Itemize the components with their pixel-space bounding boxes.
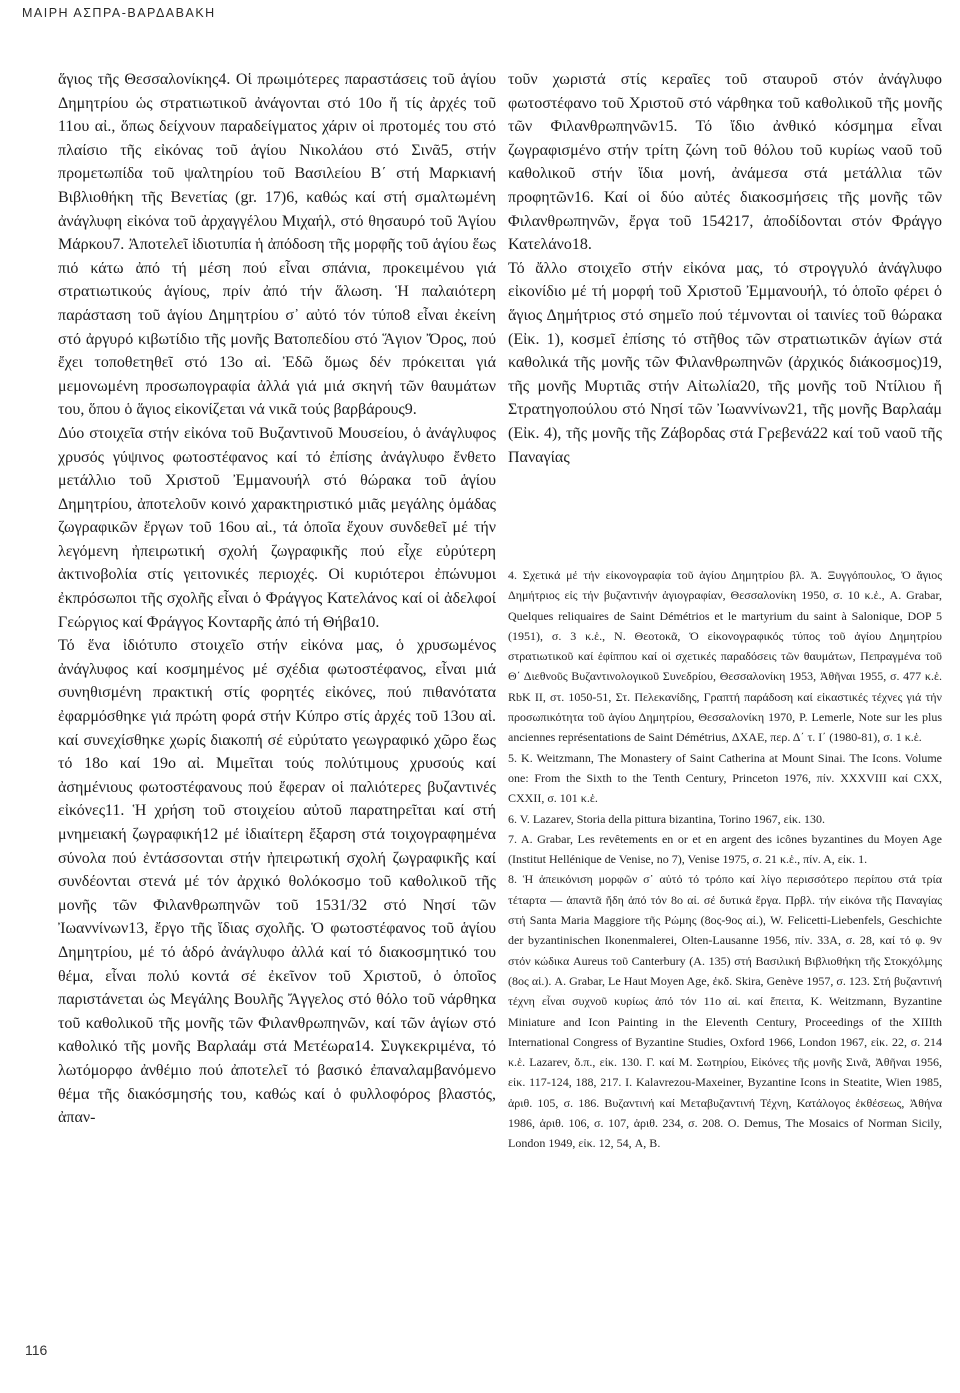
body-paragraph: τοῦν χωριστά στίς κεραῖες τοῦ σταυροῦ στόν ἀνάγλυφο φωτοστέφανο τοῦ Χριστοῦ στό νάρθηκα τοῦ καθολικοῦ τῆς μονῆς τῶν Φιλανθρωπηνῶν15. Τό ἴδιο ἀνθικό κόσμημα εἶναι ζωγραφισμένο στήν τρίτη ζώνη τοῦ θόλου τοῦ κυρίως ναοῦ τοῦ καθολικοῦ στήν ἴδια μονή, ἀνάμεσα στά μετάλλια τῶν προφητῶν16. Καί οἱ δύο αὐτές διακοσμήσεις τῆς μονῆς τῶν Φιλανθρωπηνῶν, ἔργα τοῦ 154217, ἀποδίδονται στόν Φράγγο Κατελάνο18.	[508, 71, 942, 254]
footnotes	[508, 565, 942, 1154]
left-text-column	[58, 68, 496, 1130]
body-paragraph: Τό ἕνα ἰδιότυπο στοιχεῖο στήν εἰκόνα μας, ὁ χρυσωμένος ἀνάγλυφος καί κοσμημένος μέ σχέδια φωτοστέφανος, εἶναι μιά συνηθισμένη πρακτική στίς φορητές εἰκόνες, πού πιθανότατα ἐφαρμόσθηκε γιά πρώτη φορά στήν Κύπρο στίς ἀρχές τοῦ 13ου αἰ. καί συνεχίσθηκε χωρίς διακοπή σέ εὐρύτατο γεωγραφικό χῶρο ἕως τό 18ο καί 19ο αἰ. Μιμεῖται τούς πολύτιμους χρυσούς καί ἀσημένιους φωτοστέφανους πού ἔφεραν οἱ παλιότερες βυζαντινές εἰκόνες11. Ἡ χρήση τοῦ στοιχείου αὐτοῦ παρατηρεῖται καί στή μνημειακή ζωγραφική12 μέ ἰδιαίτερη ἔξαρση στά τοιχογραφημένα σύνολα πού ἐντάσσονται στήν ἠπειρωτική σχολή ζωγραφικῆς καί συνδέονται στενά μέ τόν ἀρχικό θολόκοσμο τοῦ καθολικοῦ τῆς μονῆς τῶν Φιλανθρωπηνῶν τοῦ 1531/32 στό Νησί τῶν Ἰωαννίνων13, ἔργο τῆς ἴδιας σχολῆς. Ὁ φωτοστέφανος τοῦ ἁγίου Δημητρίου, μέ τό ἁδρό ἀνάγλυφο ἀλλά καί τό διακοσμητικό του θέμα, εἶναι πολύ κοντά σέ ἐκεῖνον τοῦ Χριστοῦ, ὁ ὁποῖος παριστάνεται ὡς Μεγάλης Βουλῆς Ἄγγελος στό θόλο τοῦ νάρθηκα τοῦ καθολικοῦ τῆς μονῆς τῶν Φιλανθρωπηνῶν, καί τῶν ἁγίων στό καθολικό τῆς μονῆς Βαρλαάμ στά Μετέωρα14. Συγκεκριμένα, τό λωτόμορφο ἀνθέμιο πού ἀποτελεῖ τό βασικό ἐπαναλαμβανόμενο θέμα τῆς διακόσμησής του, καθώς καί ὁ φυλλοφόρος βλαστός, ἀπαν-	[58, 637, 496, 1127]
footnote: 7. A. Grabar, Les revêtements en or et en argent des icônes byzantines du Moyen Age (Institut Hellénique de Venise, no 7), Venise 1975, σ. 21 κ.ἑ., πίν. Α, εἰκ. 1.	[508, 831, 942, 867]
footnote: 5. K. Weitzmann, The Monastery of Saint Catherina at Mount Sinai. The Icons. Volume one: From the Sixth to the Tenth Century, Princeton 1976, πίν. XXXVIII καί CXX, CXXII, σ. 101 κ.ἑ.	[508, 750, 942, 806]
footnote: 6. V. Lazarev, Storia della pittura bizantina, Torino 1967, εἰκ. 130.	[508, 811, 825, 826]
body-paragraph: Δύο στοιχεῖα στήν εἰκόνα τοῦ Βυζαντινοῦ Μουσείου, ὁ ἀνάγλυφος χρυσός γύψινος φωτοστέφανος καί τό ἐπίσης ἀνάγλυφο ἔνθετο μετάλλιο τοῦ Χριστοῦ Ἐμμανουήλ στό θώρακα τοῦ ἁγίου Δημητρίου, ἀποτελοῦν κοινό χαρακτηριστικό μιᾶς μεγάλης ὁμάδας ζωγραφικῶν ἔργων τοῦ 16ου αἰ., τά ὁποῖα ἔχουν συνδεθεῖ μέ τήν λεγόμενη ἠπειρωτική σχολή ζωγραφικῆς πού εἶχε εὐρύτερη ἀκτινοβολία στίς γειτονικές περιοχές. Οἱ κυριότεροι ἐπώνυμοι ἐκπρόσωποι τῆς σχολῆς εἶναι ὁ Φράγγος Κατελάνος καί οἱ ἀδελφοί Γεώργιος καί Φράγγος Κονταρῆς ἀπό τή Θήβα10.	[58, 424, 496, 631]
footnote: 4. Σχετικά μέ τήν εἰκονογραφία τοῦ ἁγίου Δημητρίου βλ. Ἀ. Ξυγγόπουλος, Ὁ ἅγιος Δημήτριος εἰς τήν βυζαντινήν ἁγιογραφίαν, Θεσσαλονίκη 1950, σ. 10 κ.ἑ., A. Grabar, Quelques reliquaires de Saint Démétrios et le martyrium du saint à Salonique, DOP 5 (1951), σ. 3 κ.ἑ., Ν. Θεοτοκᾶ, Ὁ εἰκονογραφικός τύπος τοῦ ἁγίου Δημητρίου στρατιωτικοῦ καί ἐφίππου καί οἱ σχετικές παραδόσεις τῶν θαυμάτων, Πεπραγμένα τοῦ Θ΄ Διεθνοῦς Βυζαντινολογικοῦ Συνεδρίου, Θεσσαλονίκη 1953, Ἀθῆναι 1955, σ. 477 κ.ἑ. RbK II, στ. 1050-51, Στ. Πελεκανίδης, Γραπτή παράδοση καί εἰκαστικές τέχνες γιά τήν προσωπικότητα τοῦ ἁγίου Δημητρίου, Θεσσαλονίκη 1970, P. Lemerle, Note sur les plus anciennes représentations de Saint Démétrius, ΔΧΑΕ, περ. Δ΄ τ. Ι΄ (1980-81), σ. 1 κ.ἑ.	[508, 568, 942, 745]
footnote: 8. Ἡ ἀπεικόνιση μορφῶν σ᾽ αὐτό τό τρόπο καί λίγο περισσότερο περίπου στά τρία τέταρτα — ἀπαντᾶ ἤδη ἀπό τόν 8ο αἰ. σέ δυτικά ἔργα. Πρβλ. τήν εἰκόνα τῆς Παναγίας στή Santa Maria Maggiore τῆς Ρώμης (8ος-9ος αἰ.), W. Felicetti-Liebenfels, Geschichte der byzantinischen Ikonenmalerei, Olten-Lausanne 1956, πίν. 33Α, σ. 28, καί τό φ. 9v στόν κώδικα Aureus τοῦ Canterbury (A. 135) στή Βασιλική Βιβλιοθήκη τῆς Στοκχόλμης (8ος αἰ.). A. Grabar, Le Haut Moyen Age, ἐκδ. Skira, Genève 1957, σ. 123. Στή βυζαντινή τέχνη εἶναι συχνοῦ κυρίως ἀπό τόν 11ο αἰ. καί ἔπειτα, K. Weitzmann, Byzantine Miniature and Icon Painting in the Eleventh Century, Proceedings of the XIIIth International Congress of Byzantine Studies, Oxford 1966, London 1967, εἰκ. 22, σ. 214 κ.ἑ. Lazarev, ὅ.π., εἰκ. 130. Γ. καί Μ. Σωτηρίου, Εἰκόνες τῆς μονῆς Σινᾶ, Ἀθῆναι 1956, εἰκ. 117-124, 188, 217. I. Kalavrezou-Maxeiner, Byzantine Icons in Steatite, Wien 1985, ἀριθ. 105, σ. 186. Βυζαντινή καί Μεταβυζαντινή Τέχνη, Κατάλογος ἐκθέσεως, Ἀθήνα 1986, ἀριθ. 106, σ. 107, ἀριθ. 234, σ. 208. O. Demus, The Mosaics of Norman Sicily, London 1949, εἰκ. 12, 54, A, B.	[508, 872, 942, 1151]
page-number: 116	[25, 1342, 48, 1358]
right-text-column	[508, 68, 942, 469]
body-paragraph: ἅγιος τῆς Θεσσαλονίκης4. Οἱ πρωιμότερες παραστάσεις τοῦ ἁγίου Δημητρίου ὡς στρατιωτικοῦ ἀνάγονται στό 10ο ἤ τίς ἀρχές τοῦ 11ου αἰ., ὅπως δείχνουν παραδείγματος χάριν οἱ προτομές του στό πλαίσιο τῆς εἰκόνας τοῦ ἁγίου Νικολάου στό Σινᾶ5, στήν προμετωπίδα τοῦ ψαλτηρίου τοῦ Βασιλείου Β΄ στή Μαρκιανή Βιβλιοθήκη τῆς Βενετίας (gr. 17)6, καθώς καί στή σμαλτωμένη ἀνάγλυφη εἰκόνα τοῦ ἀρχαγγέλου Μιχαήλ, στό θησαυρό τοῦ Ἁγίου Μάρκου7. Ἀποτελεῖ ἰδιοτυπία ἡ ἀπόδοση τῆς μορφῆς τοῦ ἁγίου ἕως πιό κάτω ἀπό τή μέση πού εἶναι σπάνια, προκειμένου γιά στρατιωτικούς ἁγίους, πρίν ἀπό τήν ἅλωση. Ἡ παλαιότερη παράσταση τοῦ ἁγίου Δημητρίου σ᾽ αὐτό τόν τύπο8 εἶναι ἐκείνη στό ἀργυρό κιβωτίδιο τῆς μονῆς Βατοπεδίου στό Ἅγιον Ὄρος, πού ἔχει τοποθετηθεῖ στό 13ο αἰ. Ἐδῶ ὅμως δέν πρόκειται γιά μεμονωμένη προσωπογραφία ἀλλά γιά μιά σκηνή τῶν θαυμάτων του, ὅπου ὁ ἅγιος εἰκονίζεται νά νικᾶ τούς βαρβάρους9.	[58, 71, 496, 419]
running-header: ΜΑΙΡΗ ΑΣΠΡΑ-ΒΑΡΔΑΒΑΚΗ	[22, 6, 216, 20]
body-paragraph: Τό ἄλλο στοιχεῖο στήν εἰκόνα μας, τό στρογγυλό ἀνάγλυφο εἰκονίδιο μέ τή μορφή τοῦ Χριστοῦ Ἐμμανουήλ, τό ὁποῖο φέρει ὁ ἅγιος Δημήτριος στό σημεῖο πού τέμνονται οἱ ταινίες τοῦ θώρακα (Εἰκ. 1), κοσμεῖ ἐπίσης τό στῆθος τῶν στρατιωτικῶν ἁγίων στά καθολικά τῆς μονῆς τῶν Φιλανθρωπηνῶν (ἀρχικός διάκοσμος)19, τῆς μονῆς Μυρτιᾶς στήν Αἰτωλία20, τῆς μονῆς τοῦ Ντίλιου ἤ Στρατηγοπούλου στό Νησί τῶν Ἰωαννίνων21, τῆς μονῆς Βαρλαάμ (Εἰκ. 4), τῆς μονῆς τῆς Ζάβορδας στά Γρεβενά22 καί τοῦ ναοῦ τῆς Παναγίας	[508, 259, 942, 466]
